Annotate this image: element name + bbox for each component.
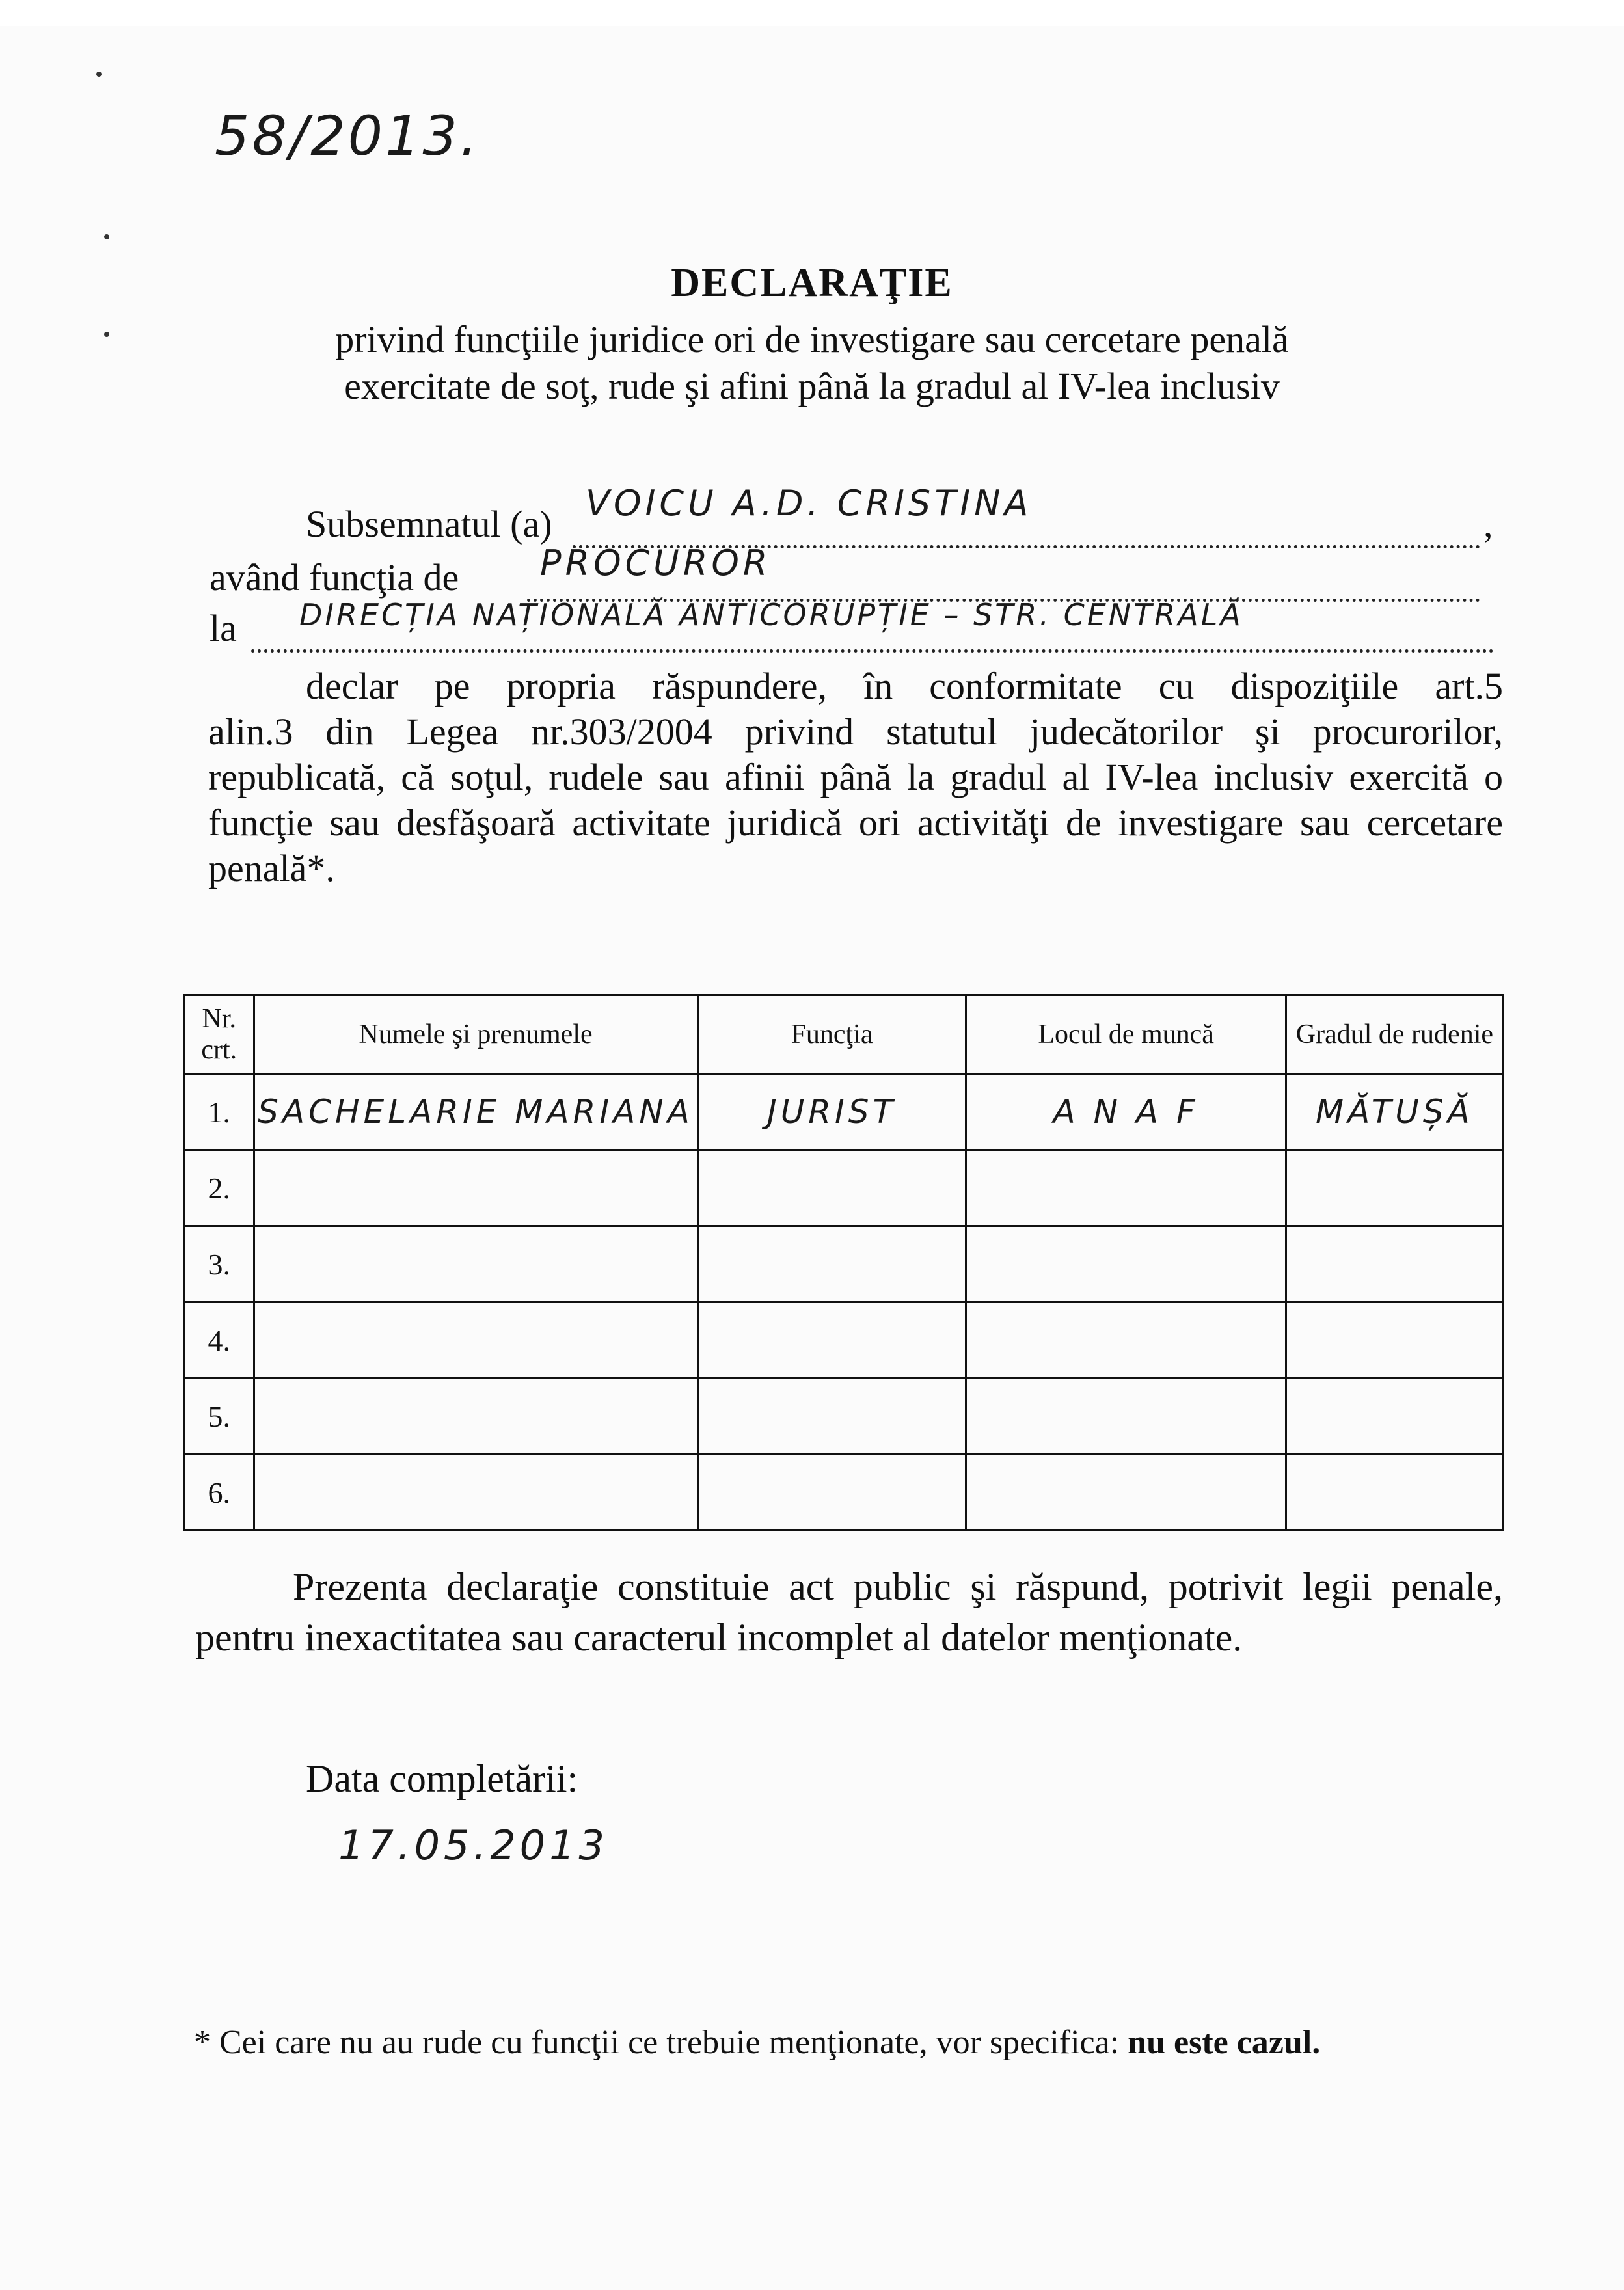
row-number: 1. (185, 1074, 254, 1150)
relative-name-cell[interactable] (254, 1226, 697, 1302)
function-value[interactable]: PROCUROR (540, 543, 772, 584)
workplace-label: la (210, 607, 237, 649)
header-function: Funcţia (697, 995, 966, 1074)
footnote (194, 2023, 1320, 2062)
relative-workplace-cell[interactable] (966, 1226, 1286, 1302)
footnote-emphasis: nu este cazul. (1128, 2024, 1321, 2061)
row-number: 5. (185, 1379, 254, 1455)
relative-function-cell[interactable]: JURIST (697, 1074, 966, 1150)
relative-degree-cell[interactable] (1286, 1302, 1503, 1379)
scan-speck (104, 234, 109, 239)
row-number: 4. (185, 1302, 254, 1379)
statement-line1: declar pe propria răspundere, în conformitate cu dispoziţiile art.5 (306, 665, 1503, 707)
relatives-table (183, 994, 1504, 1531)
relative-degree-cell[interactable] (1286, 1379, 1503, 1455)
relative-workplace-cell[interactable] (966, 1379, 1286, 1455)
table-row (185, 1455, 1504, 1531)
relative-name-cell[interactable] (254, 1302, 697, 1379)
function-label: având funcţia de (210, 556, 459, 599)
header-nr: Nr. crt. (185, 995, 254, 1074)
date-value[interactable]: 17.05.2013 (338, 1822, 608, 1869)
reference-number: 58/2013. (215, 104, 480, 168)
footnote-text: * Cei care nu au rude cu funcţii ce trebuie menţionate, vor specifica: (194, 2024, 1120, 2061)
relative-workplace-cell[interactable]: A N A F (966, 1074, 1286, 1150)
relative-degree-cell[interactable] (1286, 1455, 1503, 1531)
table-header-row (185, 995, 1504, 1074)
relative-degree-cell[interactable] (1286, 1150, 1503, 1226)
relative-workplace-cell[interactable] (966, 1150, 1286, 1226)
statement-body: alin.3 din Legea nr.303/2004 privind statutul judecătorilor şi procurorilor, republicată, că soţul, rudele sau afinii până la gradul al IV-lea inclusiv exercită o funcţie sau desfăşoară activitate juridică ori activităţi de investigare sau cercetare penală*. (208, 710, 1503, 889)
document-subtitle-line2: exercitate de soţ, rude şi afini până la gradul al IV-lea inclusiv (344, 365, 1280, 407)
row-number: 2. (185, 1150, 254, 1226)
row-number: 3. (185, 1226, 254, 1302)
name-label: Subsemnatul (a) (306, 503, 552, 545)
table-row (185, 1226, 1504, 1302)
relative-name-cell[interactable]: SACHELARIE MARIANA (254, 1074, 697, 1150)
workplace-dotted-line (251, 649, 1494, 653)
closing-statement (195, 1561, 1503, 1663)
relative-function-cell[interactable] (697, 1226, 966, 1302)
relative-degree-cell[interactable]: MĂTUȘĂ (1286, 1074, 1503, 1150)
relative-function-cell[interactable] (697, 1302, 966, 1379)
relative-function-cell[interactable] (697, 1379, 966, 1455)
relative-name-cell[interactable] (254, 1455, 697, 1531)
row-number: 6. (185, 1455, 254, 1531)
name-value[interactable]: VOICU A.D. CRISTINA (586, 483, 1033, 524)
workplace-value[interactable]: DIRECȚIA NAȚIONALĂ ANTICORUPȚIE – STR. CENTRALĂ (299, 597, 1243, 632)
relative-degree-cell[interactable] (1286, 1226, 1503, 1302)
statement-paragraph (208, 664, 1503, 891)
relative-function-cell[interactable] (697, 1455, 966, 1531)
name-comma: , (1483, 503, 1493, 545)
table-row (185, 1150, 1504, 1226)
relative-name-cell[interactable] (254, 1150, 697, 1226)
relative-function-cell[interactable] (697, 1150, 966, 1226)
table-row (185, 1074, 1504, 1150)
document-subtitle-line1: privind funcţiile juridice ori de investigare sau cercetare penală (335, 318, 1289, 360)
closing-text: Prezenta declaraţie constituie act public şi răspund, potrivit legii penale, pentru inexactitatea sau caracterul incomplet al datelor menţionate. (195, 1565, 1503, 1659)
table-row (185, 1379, 1504, 1455)
relative-workplace-cell[interactable] (966, 1302, 1286, 1379)
header-degree: Gradul de rudenie (1286, 995, 1503, 1074)
document-title: DECLARAŢIE (671, 261, 953, 305)
table-row (185, 1302, 1504, 1379)
header-workplace: Locul de muncă (966, 995, 1286, 1074)
scan-speck (96, 72, 102, 77)
relative-name-cell[interactable] (254, 1379, 697, 1455)
relative-workplace-cell[interactable] (966, 1455, 1286, 1531)
header-name: Numele şi prenumele (254, 995, 697, 1074)
date-label: Data completării: (306, 1757, 578, 1800)
